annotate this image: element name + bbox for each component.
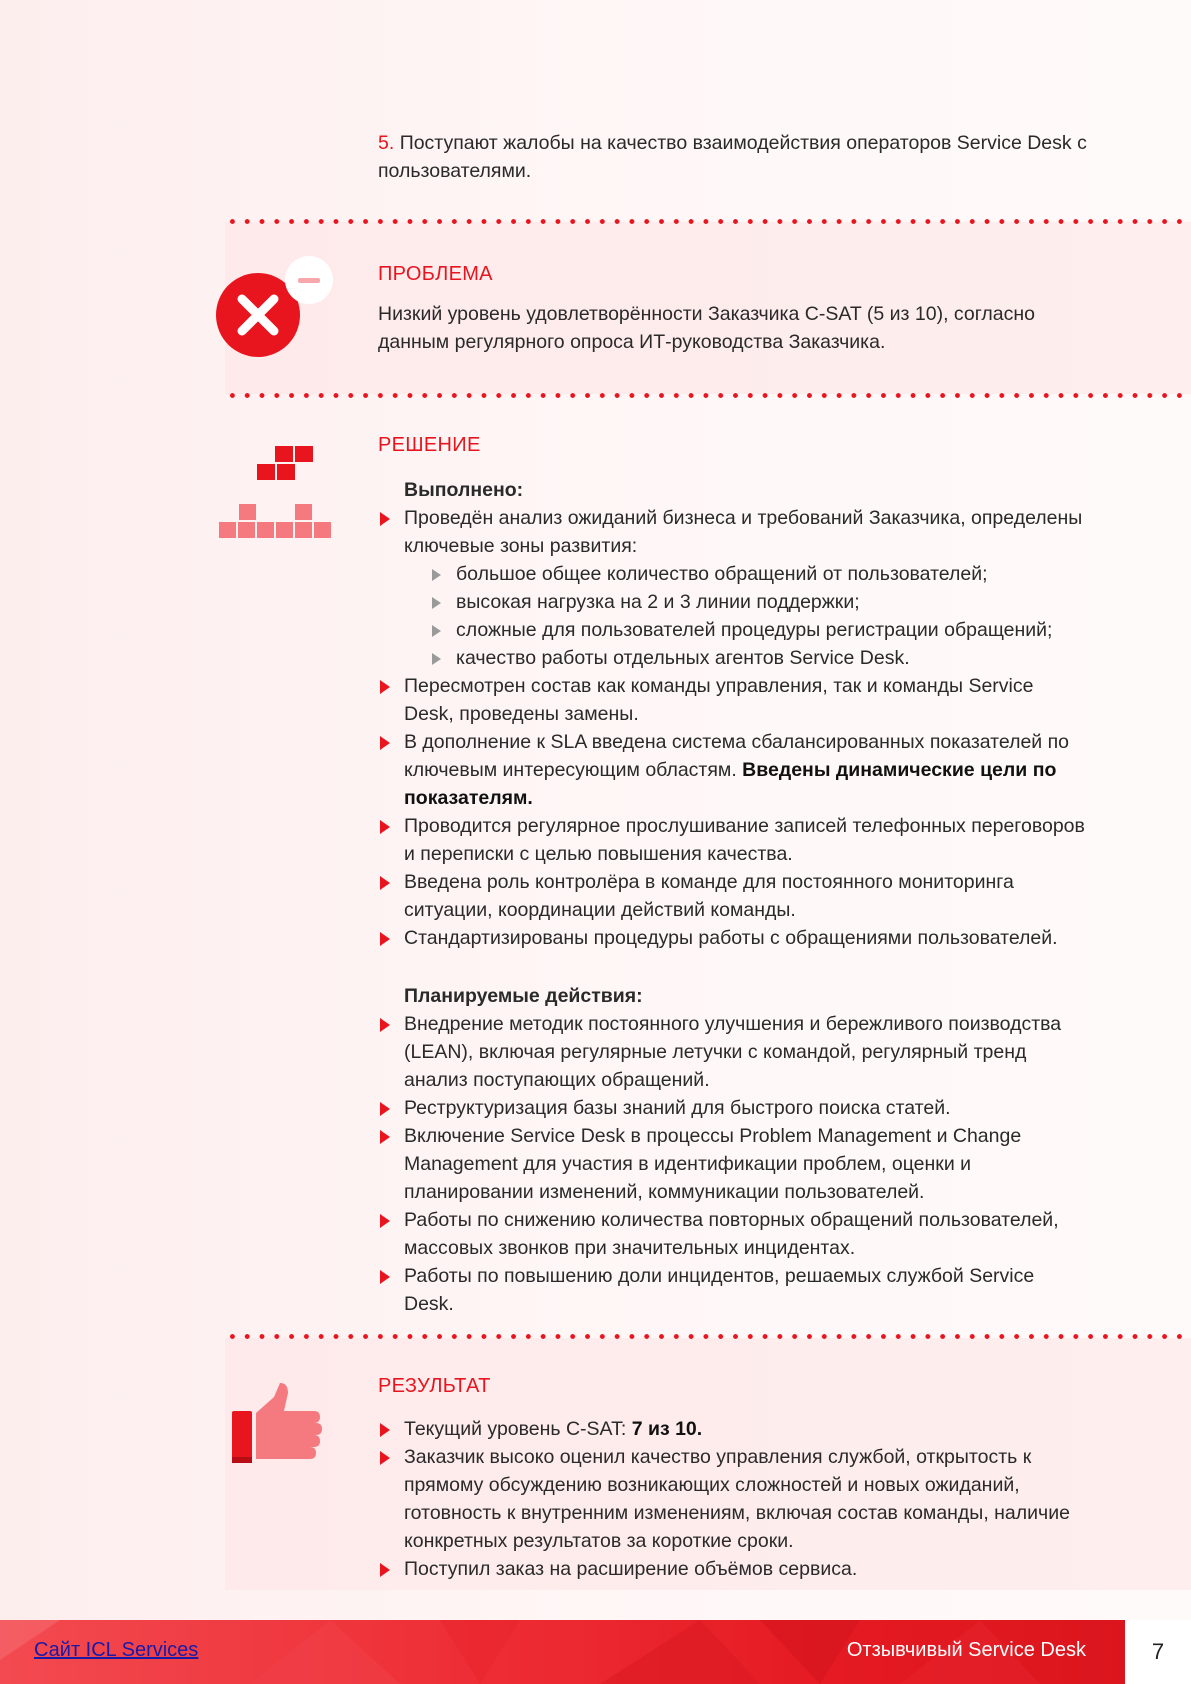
result-list <box>378 1415 1088 1583</box>
result-icon <box>230 1383 322 1465</box>
site-link[interactable]: Сайт ICL Services <box>34 1639 199 1661</box>
minus-badge-icon <box>298 278 320 283</box>
list-item: качество работы отдельных агентов Service Desk. <box>430 644 1088 672</box>
list-item: Текущий уровень C-SAT: 7 из 10. <box>378 1415 1088 1443</box>
csat-value: 7 из 10. <box>631 1418 703 1440</box>
solution-icon <box>217 444 333 542</box>
list-item: В дополнение к SLA введена система сбалансированных показателей по ключевым интересующим областям. Введены динамические цели по показателям. <box>378 728 1088 812</box>
intro-number: 5. <box>378 132 395 154</box>
list-item: сложные для пользователей процедуры регистрации обращений; <box>430 616 1088 644</box>
result-body <box>378 1415 1088 1583</box>
solution-body <box>378 476 1088 1318</box>
intro-item <box>378 129 1088 185</box>
done-label: Выполнено: <box>404 479 524 501</box>
done-bold: Введены динамические цели по показателям. <box>404 759 1057 809</box>
result-heading: РЕЗУЛЬТАТ <box>378 1375 491 1397</box>
problem-text: Низкий уровень удовлетворённости Заказчика C-SAT (5 из 10), согласно данным регулярного опроса ИТ-руководства Заказчика. <box>378 303 1036 353</box>
problem-icon <box>216 255 336 365</box>
list-item: Поступил заказ на расширение объёмов сервиса. <box>378 1555 1088 1583</box>
list-item: Работы по повышению доли инцидентов, решаемых службой Service Desk. <box>378 1262 1088 1318</box>
list-item: Внедрение методик постоянного улучшения и бережливого поизводства (LEAN), включая регулярные летучки с командой, регулярный тренд анализ поступающих обращений. <box>378 1010 1088 1094</box>
solution-heading: РЕШЕНИЕ <box>378 434 481 456</box>
list-item: Проводится регулярное прослушивание записей телефонных переговоров и переписки с целью повышения качества. <box>378 812 1088 868</box>
thumbs-up-icon <box>230 1383 322 1465</box>
planned-label: Планируемые действия: <box>404 985 643 1007</box>
list-item: высокая нагрузка на 2 и 3 линии поддержки; <box>430 588 1088 616</box>
intro-text: Поступают жалобы на качество взаимодействия операторов Service Desk с пользователями. <box>378 132 1087 182</box>
zones-list <box>404 560 1088 672</box>
list-item: Работы по снижению количества повторных обращений пользователей, массовых звонков при значительных инцидентах. <box>378 1206 1088 1262</box>
list-item: Включение Service Desk в процессы Problem Management и Change Management для участия в идентификации проблем, оценки и планировании изменений, коммуникации пользователей. <box>378 1122 1088 1206</box>
list-item: Реструктуризация базы знаний для быстрого поиска статей. <box>378 1094 1088 1122</box>
blocks-icon <box>217 444 333 542</box>
footer <box>0 1620 1191 1684</box>
close-circle-icon <box>216 255 336 365</box>
list-item: Стандартизированы процедуры работы с обращениями пользователей. <box>378 924 1088 952</box>
problem-heading: ПРОБЛЕМА <box>378 263 493 285</box>
list-item: Введена роль контролёра в команде для постоянного мониторинга ситуации, координации действий команды. <box>378 868 1088 924</box>
page-number: 7 <box>1125 1620 1191 1684</box>
list-item: Заказчик высоко оценил качество управления службой, открытость к прямому обсуждению возникающих сложностей и новых ожиданий, готовность к внутренним изменениям, включая состав команды, наличие конкретных результатов за короткие сроки. <box>378 1443 1088 1555</box>
done-list <box>378 504 1088 952</box>
dotted-divider <box>225 393 1191 398</box>
list-item: Проведён анализ ожиданий бизнеса и требований Заказчика, определены ключевые зоны развития: большое общее количество обращений от пользователей; высокая нагрузка на 2 и 3 линии поддержки; сложные для пользователей процедуры регистрации обращений; качество работы отдельных агентов Service Desk. <box>378 504 1088 672</box>
list-item: Пересмотрен состав как команды управления, так и команды Service Desk, проведены замены. <box>378 672 1088 728</box>
list-item: большое общее количество обращений от пользователей; <box>430 560 1088 588</box>
footer-title: Отзывчивый Service Desk <box>846 1639 1086 1661</box>
dotted-divider <box>225 1334 1191 1339</box>
planned-list <box>378 1010 1088 1318</box>
dotted-divider <box>225 219 1191 224</box>
